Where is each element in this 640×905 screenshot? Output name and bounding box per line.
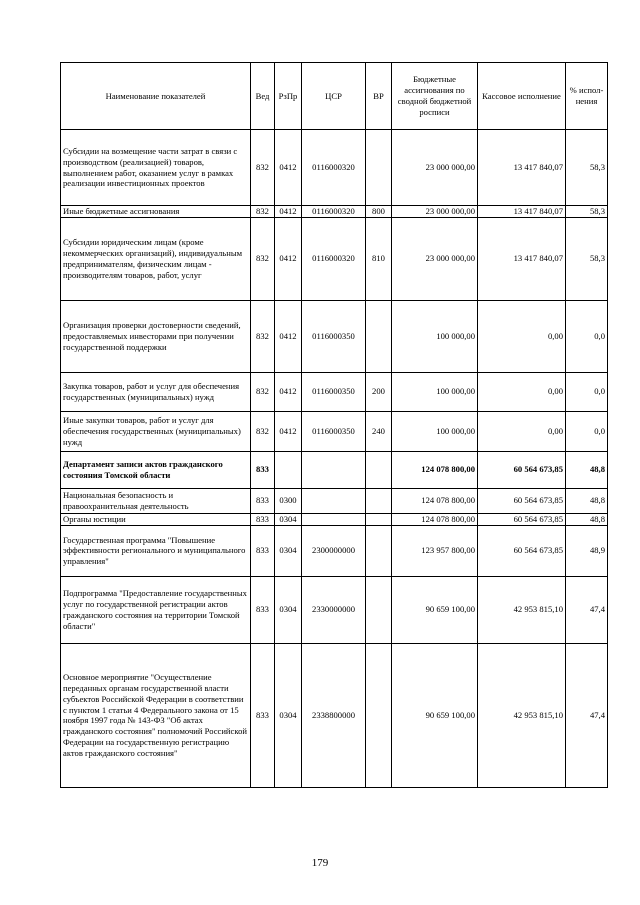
row-ved: 833 <box>251 576 275 643</box>
table-row <box>61 411 608 451</box>
row-csr: 0116000320 <box>302 130 366 206</box>
row-budget: 90 659 100,00 <box>392 576 478 643</box>
table-row <box>61 206 608 218</box>
row-percent: 47,4 <box>566 576 608 643</box>
row-percent: 48,8 <box>566 488 608 513</box>
row-ved: 832 <box>251 411 275 451</box>
row-name: Закупка товаров, работ и услуг для обеспечения государственных (муниципальных) нужд <box>61 372 251 411</box>
row-budget: 23 000 000,00 <box>392 206 478 218</box>
row-cash: 60 564 673,85 <box>478 488 566 513</box>
row-percent: 0,0 <box>566 300 608 372</box>
page-number: 179 <box>311 857 329 869</box>
header-cash: Кассовое исполнение <box>478 63 566 130</box>
row-percent: 48,8 <box>566 513 608 525</box>
row-vr <box>366 576 392 643</box>
row-rzpr: 0412 <box>275 206 302 218</box>
budget-execution-table <box>60 62 608 788</box>
row-vr: 200 <box>366 372 392 411</box>
row-rzpr: 0304 <box>275 643 302 787</box>
row-name: Субсидии юридическим лицам (кроме некоммерческих организаций), индивидуальным предпринимателям, физическим лицам - производителям товаров, работ, услуг <box>61 217 251 300</box>
row-csr: 0116000320 <box>302 217 366 300</box>
table-row <box>61 513 608 525</box>
row-ved: 832 <box>251 372 275 411</box>
table-row <box>61 217 608 300</box>
row-ved: 832 <box>251 130 275 206</box>
row-vr <box>366 451 392 488</box>
header-vr: ВР <box>366 63 392 130</box>
row-csr: 0116000350 <box>302 372 366 411</box>
row-budget: 100 000,00 <box>392 300 478 372</box>
row-vr <box>366 130 392 206</box>
row-csr <box>302 513 366 525</box>
table-row <box>61 372 608 411</box>
row-rzpr: 0304 <box>275 525 302 576</box>
row-vr <box>366 643 392 787</box>
row-ved: 833 <box>251 513 275 525</box>
row-name: Основное мероприятие "Осуществление переданных органам государственной власти субъектов Российской Федерации в соответствии с пунктом 1 статьи 4 Федерального закона от 15 ноября 1997 года № 143-ФЗ "Об актах гражданского состояния" полномочий Российской Федерации на государственную регистрацию актов гражданского состояния" <box>61 643 251 787</box>
row-vr <box>366 525 392 576</box>
row-cash: 42 953 815,10 <box>478 576 566 643</box>
row-rzpr: 0304 <box>275 513 302 525</box>
row-budget: 124 078 800,00 <box>392 488 478 513</box>
row-budget: 124 078 800,00 <box>392 451 478 488</box>
row-rzpr: 0412 <box>275 300 302 372</box>
row-budget: 123 957 800,00 <box>392 525 478 576</box>
table-row <box>61 525 608 576</box>
row-budget: 23 000 000,00 <box>392 130 478 206</box>
row-ved: 833 <box>251 488 275 513</box>
row-csr: 0116000320 <box>302 206 366 218</box>
row-csr: 2300000000 <box>302 525 366 576</box>
row-ved: 832 <box>251 217 275 300</box>
row-csr: 0116000350 <box>302 300 366 372</box>
header-name: Наименование показателей <box>61 63 251 130</box>
table-row <box>61 451 608 488</box>
row-name: Иные бюджетные ассигнования <box>61 206 251 218</box>
row-vr: 240 <box>366 411 392 451</box>
row-budget: 23 000 000,00 <box>392 217 478 300</box>
row-budget: 100 000,00 <box>392 372 478 411</box>
row-csr: 2338800000 <box>302 643 366 787</box>
row-name: Организация проверки достоверности сведений, предоставляемых инвесторами при получении государственной поддержки <box>61 300 251 372</box>
row-name: Национальная безопасность и правоохранительная деятельность <box>61 488 251 513</box>
row-csr <box>302 488 366 513</box>
table-row <box>61 576 608 643</box>
row-rzpr: 0412 <box>275 130 302 206</box>
table-row <box>61 488 608 513</box>
table-row <box>61 643 608 787</box>
row-vr: 800 <box>366 206 392 218</box>
row-cash: 60 564 673,85 <box>478 451 566 488</box>
row-name: Иные закупки товаров, работ и услуг для обеспечения государственных (муниципальных) нужд <box>61 411 251 451</box>
row-percent: 47,4 <box>566 643 608 787</box>
row-vr <box>366 488 392 513</box>
row-percent: 48,8 <box>566 451 608 488</box>
row-ved: 833 <box>251 451 275 488</box>
row-cash: 0,00 <box>478 372 566 411</box>
row-ved: 833 <box>251 525 275 576</box>
row-name: Органы юстиции <box>61 513 251 525</box>
row-cash: 13 417 840,07 <box>478 206 566 218</box>
row-cash: 13 417 840,07 <box>478 217 566 300</box>
row-cash: 42 953 815,10 <box>478 643 566 787</box>
row-ved: 833 <box>251 643 275 787</box>
row-cash: 60 564 673,85 <box>478 525 566 576</box>
row-rzpr: 0412 <box>275 411 302 451</box>
row-percent: 58,3 <box>566 217 608 300</box>
row-ved: 832 <box>251 206 275 218</box>
row-budget: 124 078 800,00 <box>392 513 478 525</box>
header-csr: ЦСР <box>302 63 366 130</box>
row-vr: 810 <box>366 217 392 300</box>
header-percent: % испол-нения <box>566 63 608 130</box>
row-rzpr: 0300 <box>275 488 302 513</box>
header-ved: Вед <box>251 63 275 130</box>
table-header-row <box>61 63 608 130</box>
row-name: Государственная программа "Повышение эффективности регионального и муниципального управления" <box>61 525 251 576</box>
row-budget: 100 000,00 <box>392 411 478 451</box>
row-percent: 0,0 <box>566 411 608 451</box>
row-cash: 60 564 673,85 <box>478 513 566 525</box>
row-vr <box>366 513 392 525</box>
row-rzpr: 0412 <box>275 372 302 411</box>
row-ved: 832 <box>251 300 275 372</box>
row-csr: 0116000350 <box>302 411 366 451</box>
row-csr: 2330000000 <box>302 576 366 643</box>
row-name: Субсидии на возмещение части затрат в связи с производством (реализацией) товаров, выполнением работ, оказанием услуг в рамках реализации инвестиционных проектов <box>61 130 251 206</box>
header-budget: Бюджетные ассигнования по сводной бюджетной росписи <box>392 63 478 130</box>
row-percent: 58,3 <box>566 206 608 218</box>
row-rzpr <box>275 451 302 488</box>
row-name: Департамент записи актов гражданского состояния Томской области <box>61 451 251 488</box>
row-rzpr: 0412 <box>275 217 302 300</box>
header-rzpr: РзПр <box>275 63 302 130</box>
row-rzpr: 0304 <box>275 576 302 643</box>
row-percent: 48,9 <box>566 525 608 576</box>
table-row <box>61 300 608 372</box>
row-csr <box>302 451 366 488</box>
row-cash: 13 417 840,07 <box>478 130 566 206</box>
table-row <box>61 130 608 206</box>
row-percent: 58,3 <box>566 130 608 206</box>
row-cash: 0,00 <box>478 411 566 451</box>
row-percent: 0,0 <box>566 372 608 411</box>
row-name: Подпрограмма "Предоставление государственных услуг по государственной регистрации актов гражданского состояния на территории Томской области" <box>61 576 251 643</box>
row-vr <box>366 300 392 372</box>
row-cash: 0,00 <box>478 300 566 372</box>
row-budget: 90 659 100,00 <box>392 643 478 787</box>
